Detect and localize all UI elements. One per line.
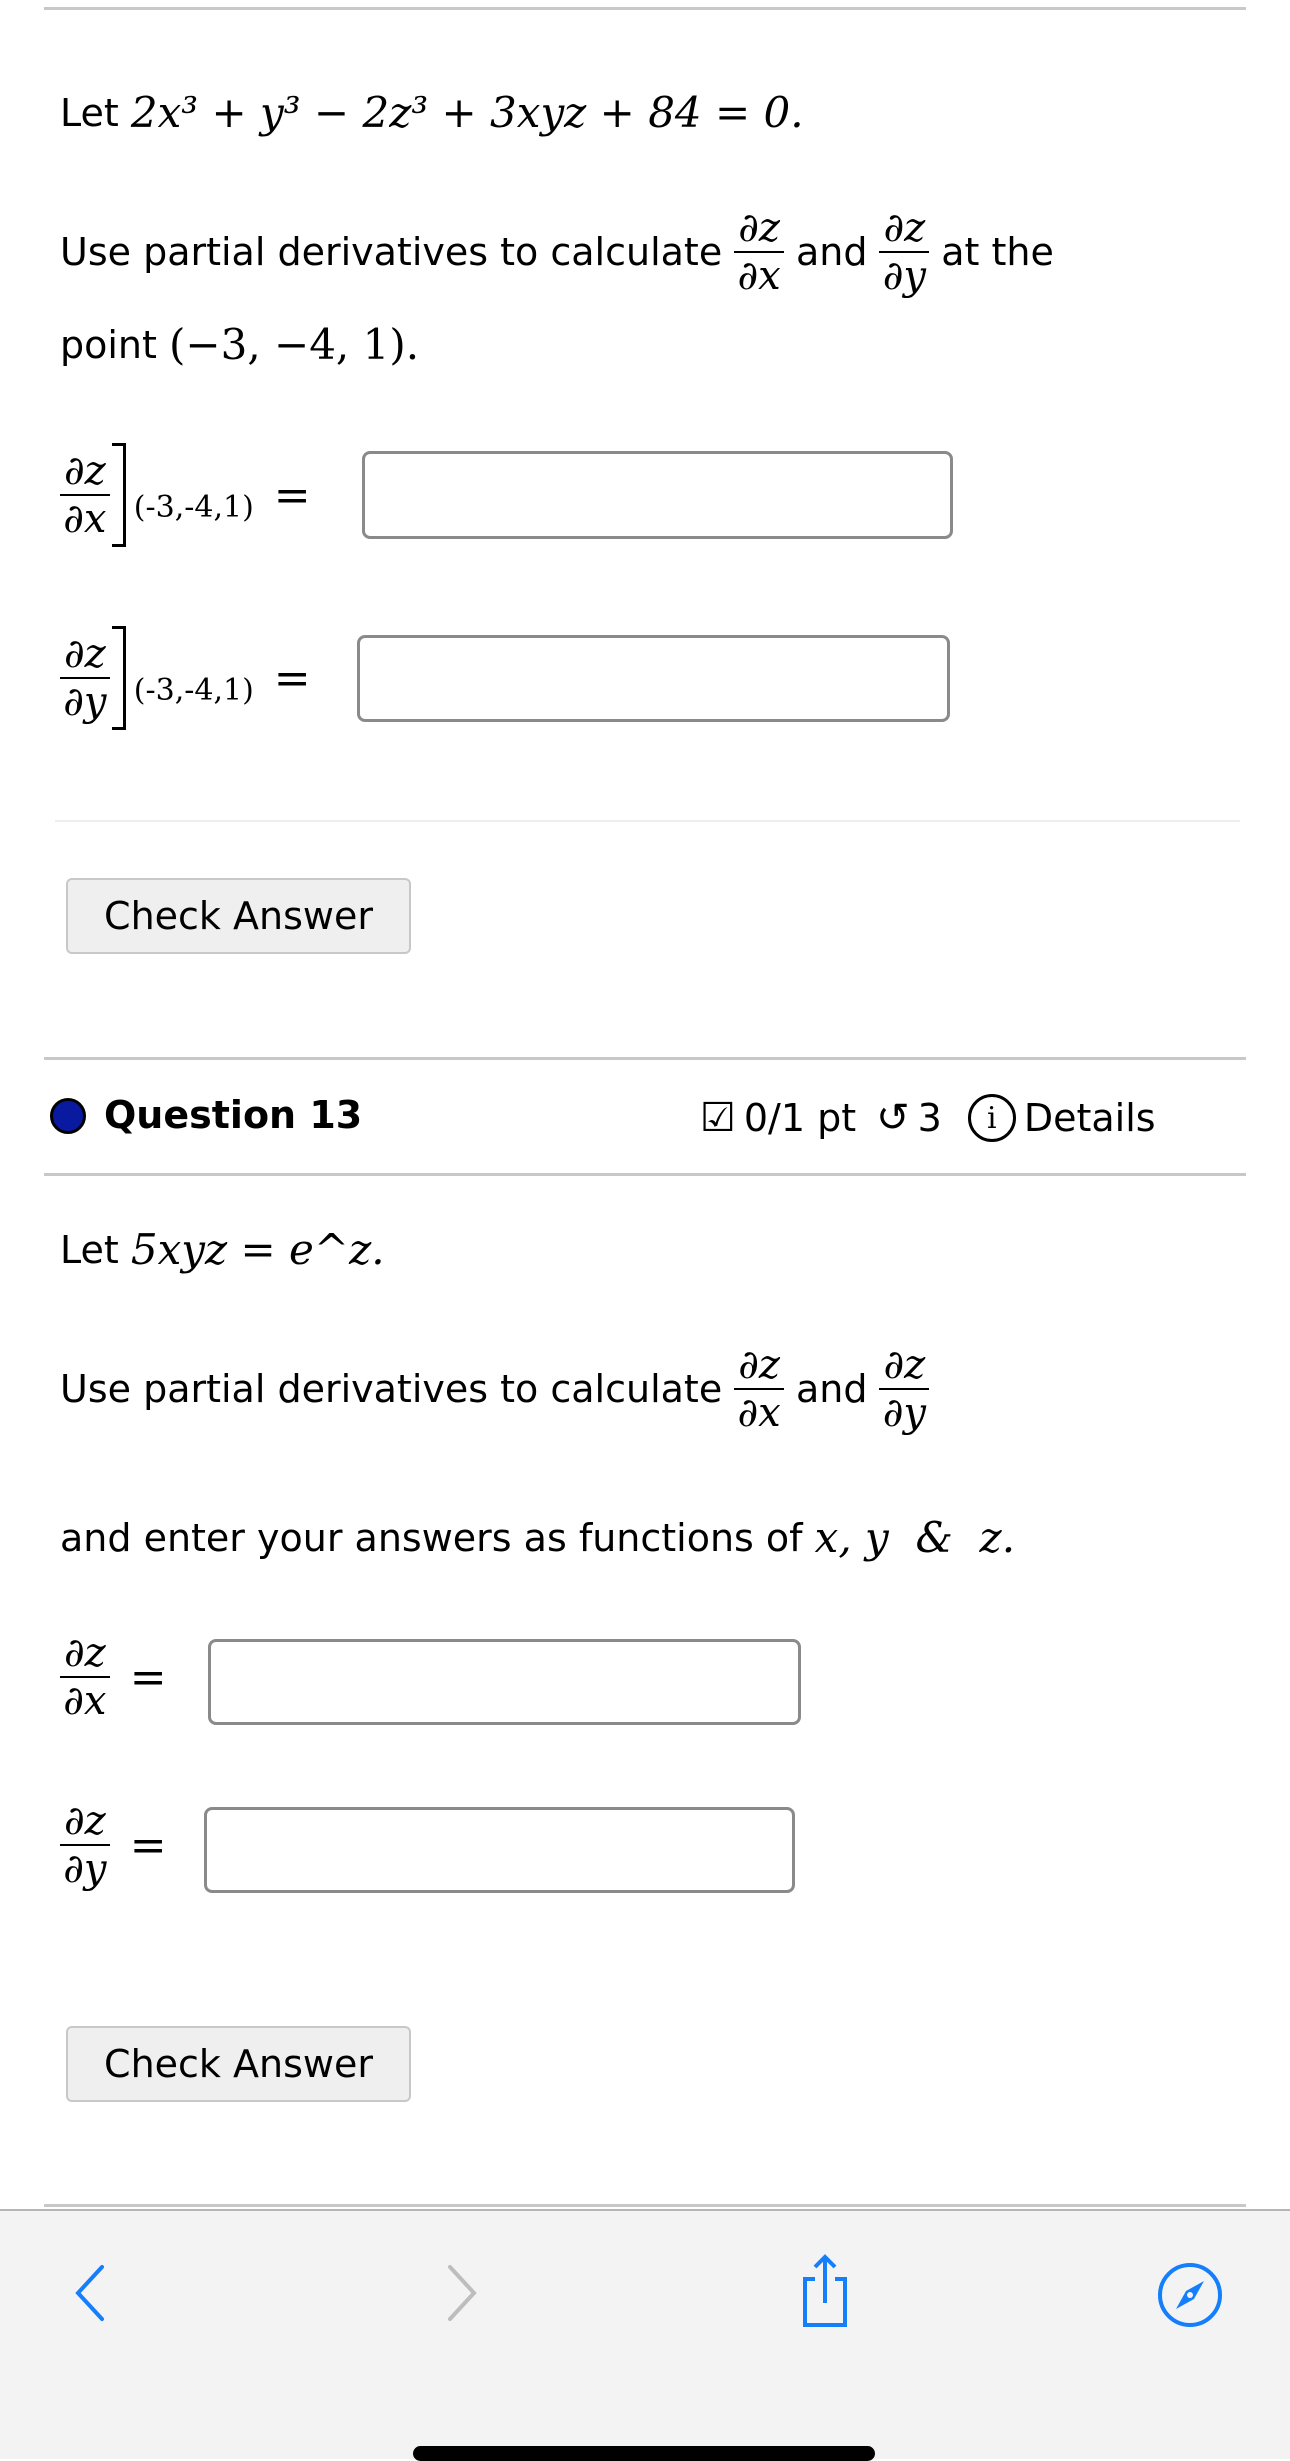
q12-dzdx-input[interactable] xyxy=(362,451,953,539)
q12-dzdy-row xyxy=(60,626,311,730)
equals-sign: = xyxy=(129,1651,167,1703)
divider xyxy=(55,820,1240,822)
numerator: ∂z xyxy=(60,448,110,496)
share-icon[interactable] xyxy=(795,2251,855,2331)
instr-text: and enter your answers as functions of xyxy=(60,1515,803,1560)
equals-sign: = xyxy=(273,652,311,704)
q13-dzdy-input[interactable] xyxy=(204,1807,795,1893)
divider xyxy=(44,1173,1246,1176)
dzdy-fraction xyxy=(60,631,110,725)
info-icon[interactable]: i xyxy=(968,1094,1016,1142)
dzdy-fraction xyxy=(879,205,929,299)
let-label: Let xyxy=(60,90,119,135)
numerator: ∂z xyxy=(879,205,929,253)
and-text: and xyxy=(795,230,868,274)
dzdy-fraction xyxy=(879,1342,929,1436)
point-label: point xyxy=(60,322,157,367)
denominator: ∂y xyxy=(882,253,926,299)
question-title: Question 13 xyxy=(104,1093,363,1137)
q13-instruction-2 xyxy=(60,1513,1015,1562)
divider xyxy=(44,1057,1246,1060)
details-link[interactable]: Details xyxy=(1023,1096,1156,1140)
retries-count: 3 xyxy=(917,1096,942,1140)
q13-equation: 5xyz = e^z. xyxy=(130,1225,385,1274)
let-label: Let xyxy=(60,1227,119,1272)
q13-check-answer-button[interactable]: Check Answer xyxy=(66,2026,411,2102)
status-dot-icon xyxy=(50,1098,86,1134)
retry-icon: ↺ xyxy=(876,1095,910,1141)
forward-chevron-icon[interactable] xyxy=(436,2261,486,2325)
and-text: and xyxy=(795,1367,868,1411)
numerator: ∂z xyxy=(734,205,784,253)
dzdx-fraction xyxy=(734,205,784,299)
point-value: (−3, −4, 1). xyxy=(169,320,420,369)
denominator: ∂x xyxy=(63,496,107,542)
eval-bracket xyxy=(112,626,126,730)
q12-check-answer-button[interactable]: Check Answer xyxy=(66,878,411,954)
q13-dzdx-input[interactable] xyxy=(208,1639,801,1725)
q12-dzdy-input[interactable] xyxy=(357,635,950,722)
q12-statement xyxy=(60,88,804,137)
variables: x, y & z. xyxy=(814,1513,1016,1562)
equals-sign: = xyxy=(129,1819,167,1871)
q13-statement xyxy=(60,1225,385,1274)
eval-point: (-3,-4,1) xyxy=(133,489,254,525)
q13-dzdx-row xyxy=(60,1630,167,1724)
numerator: ∂z xyxy=(60,631,110,679)
score: 0/1 pt xyxy=(743,1096,857,1140)
divider xyxy=(44,7,1246,10)
denominator: ∂y xyxy=(63,679,107,725)
numerator: ∂z xyxy=(60,1798,110,1846)
browser-toolbar xyxy=(0,2209,1290,2459)
denominator: ∂x xyxy=(737,1390,781,1436)
divider xyxy=(44,2204,1246,2207)
denominator: ∂x xyxy=(63,1678,107,1724)
instr-suffix: at the xyxy=(941,230,1054,274)
q13-instruction xyxy=(60,1342,941,1436)
instr-text: Use partial derivatives to calculate xyxy=(60,1367,723,1411)
denominator: ∂y xyxy=(882,1390,926,1436)
checkbox-icon: ☑ xyxy=(700,1095,736,1141)
numerator: ∂z xyxy=(734,1342,784,1390)
numerator: ∂z xyxy=(60,1630,110,1678)
dzdx-fraction xyxy=(60,448,110,542)
eval-point: (-3,-4,1) xyxy=(133,672,254,708)
numerator: ∂z xyxy=(879,1342,929,1390)
dzdy-fraction xyxy=(60,1798,110,1892)
q13-dzdy-row xyxy=(60,1798,167,1892)
instr-text: Use partial derivatives to calculate xyxy=(60,230,723,274)
dzdx-fraction xyxy=(60,1630,110,1724)
dzdx-fraction xyxy=(734,1342,784,1436)
q12-equation: 2x³ + y³ − 2z³ + 3xyz + 84 = 0. xyxy=(130,88,804,137)
denominator: ∂y xyxy=(63,1846,107,1892)
denominator: ∂x xyxy=(737,253,781,299)
q12-dzdx-row xyxy=(60,443,311,547)
back-chevron-icon[interactable] xyxy=(66,2261,116,2325)
eval-bracket xyxy=(112,443,126,547)
compass-icon[interactable] xyxy=(1156,2261,1224,2329)
q12-point xyxy=(60,320,419,369)
q12-instruction xyxy=(60,205,1054,299)
question-meta xyxy=(700,1094,1156,1142)
equals-sign: = xyxy=(273,469,311,521)
